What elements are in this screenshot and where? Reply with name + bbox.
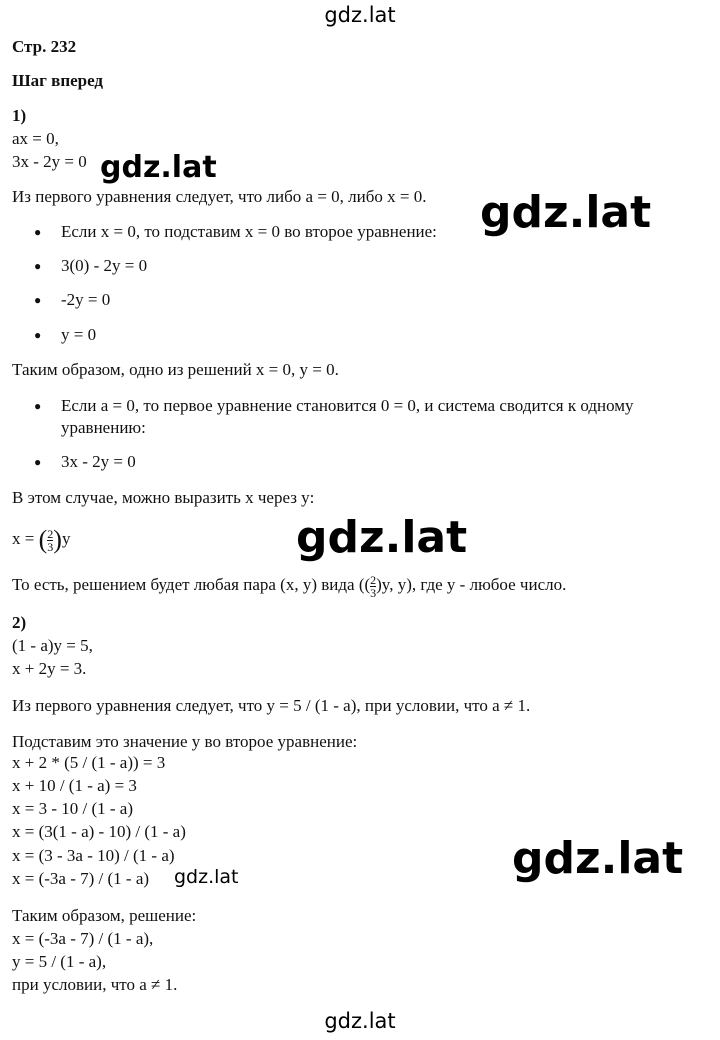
substitution-title: Подставим это значение y во второе уравнение: [12, 732, 358, 751]
list-item-text: 3(0) - 2y = 0 [61, 256, 148, 275]
part-1-intro: Из первого уравнения следует, что либо a = 0, либо x = 0. [12, 187, 427, 206]
list-item-text: y = 0 [61, 325, 97, 344]
step-line: x = (3(1 - a) - 10) / (1 - a) [12, 822, 186, 841]
paren-open: ( [38, 525, 48, 555]
step-line: x + 10 / (1 - a) = 3 [12, 776, 137, 795]
step-line: x = 3 - 10 / (1 - a) [12, 799, 134, 818]
part-1-result [12, 570, 566, 600]
formula-lhs: x = [12, 529, 39, 548]
bullet-dot: ● [34, 293, 42, 307]
part-2-label: 2) [12, 613, 27, 632]
list-item [0, 324, 720, 346]
watermark: gdz.lat [480, 187, 652, 238]
formula-x [12, 524, 70, 555]
watermark: gdz.lat [100, 150, 217, 185]
system-2-eq2: x + 2y = 3. [12, 659, 87, 678]
result-pre: То есть, решением будет любая пара (x, y) вида (( [12, 575, 371, 594]
system-1-eq2: 3x - 2y = 0 [12, 152, 87, 171]
watermark: gdz.lat [174, 866, 239, 888]
bullet-dot: ● [34, 455, 42, 469]
list-item [0, 289, 720, 311]
system-2-eq1: (1 - a)y = 5, [12, 636, 93, 655]
fraction-denominator: 3 [47, 539, 54, 554]
bullet-dot: ● [34, 328, 42, 342]
fraction-numerator: 2 [370, 572, 377, 587]
part-1-label: 1) [12, 106, 27, 125]
solution-line: y = 5 / (1 - a), [12, 952, 107, 971]
list-item [0, 255, 720, 277]
list-item-text: 3x - 2y = 0 [61, 452, 136, 471]
step-line: x + 2 * (5 / (1 - a)) = 3 [12, 753, 166, 772]
page-number: Стр. 232 [12, 37, 77, 56]
solution-title: Таким образом, решение: [12, 906, 197, 925]
watermark-top: gdz.lat [324, 3, 396, 27]
solution-line: x = (-3a - 7) / (1 - a), [12, 929, 154, 948]
part-1-conclusion: Таким образом, одно из решений x = 0, y = 0. [12, 360, 339, 379]
case-text: В этом случае, можно выразить x через y: [12, 488, 315, 507]
list-item-text: Если x = 0, то подставим x = 0 во второе уравнение: [61, 222, 437, 241]
step-line: x = (3 - 3a - 10) / (1 - a) [12, 846, 175, 865]
list-item-text-continued: уравнению: [61, 418, 146, 437]
solution-line: при условии, что a ≠ 1. [12, 975, 178, 994]
formula-rhs: y [61, 529, 71, 548]
bullet-dot: ● [34, 225, 42, 239]
list-item-text: Если a = 0, то первое уравнение становится 0 = 0, и система сводится к одному [61, 396, 634, 415]
result-post: )y, y), где y - любое число. [376, 575, 567, 594]
fraction-numerator: 2 [47, 526, 54, 541]
list-item [0, 451, 720, 473]
step-line: x = (-3a - 7) / (1 - a) [12, 869, 150, 888]
part-2-intro: Из первого уравнения следует, что y = 5 / (1 - a), при условии, что a ≠ 1. [12, 696, 531, 715]
watermark-bottom: gdz.lat [324, 1009, 396, 1033]
paren-close: ) [53, 525, 62, 555]
system-1-eq1: ax = 0, [12, 129, 59, 148]
list-item-text: -2y = 0 [61, 290, 111, 309]
fraction-denominator: 3 [370, 585, 377, 600]
bullet-dot: ● [34, 259, 42, 273]
list-item [0, 395, 720, 439]
section-title: Шаг вперед [12, 71, 104, 90]
bullet-dot: ● [34, 399, 42, 413]
watermark: gdz.lat [296, 512, 468, 563]
watermark: gdz.lat [512, 833, 684, 884]
